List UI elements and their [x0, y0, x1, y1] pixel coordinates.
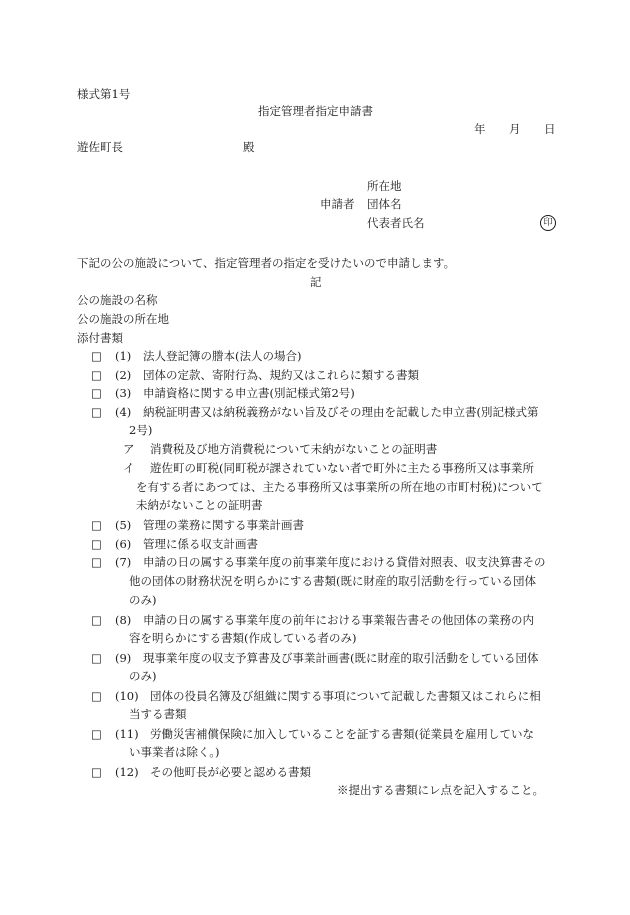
attachment-checkbox[interactable]: □ [91, 386, 102, 400]
page-title: 指定管理者指定申請書 [258, 104, 373, 118]
attachment-checkbox[interactable]: □ [91, 405, 102, 419]
intro-text: 下記の公の施設について、指定管理者の指定を受けたいので申請します。 [77, 256, 456, 270]
item-text: 団体の役員名簿及び組織に関する事項について記載した書類又はこれらに相 [150, 689, 541, 703]
item-text-continued: 他の団体の財務状況を明らかにする書類(既に財産的取引活動を行っている団体 [129, 574, 536, 588]
item-text-continued: のみ) [129, 669, 157, 683]
item-number: (5) [115, 518, 132, 532]
attachment-checkbox[interactable]: □ [91, 349, 102, 363]
item-number: (7) [115, 555, 132, 569]
form-number: 様式第1号 [77, 87, 131, 101]
addressee-name: 遊佐町長 [77, 140, 123, 154]
item-number: (11) [115, 727, 139, 741]
sub-item-mark: イ [123, 461, 135, 475]
sub-item-text: 消費税及び地方消費税について未納がないことの証明書 [150, 442, 438, 456]
addressee-honorific: 殿 [243, 140, 255, 154]
attachment-checkbox[interactable]: □ [91, 368, 102, 382]
sub-item-text-continued: を有する者にあつては、主たる事務所又は事業所の所在地の市町村税)について [136, 480, 543, 494]
attachment-checkbox[interactable]: □ [91, 727, 102, 741]
item-text: 申請の日の属する事業年度の前年における事業報告書その他団体の業務の内 [143, 613, 534, 627]
item-number: (2) [115, 368, 132, 382]
attachment-checkbox[interactable]: □ [91, 765, 102, 779]
attachment-checkbox[interactable]: □ [91, 537, 102, 551]
item-text: 現事業年度の収支予算書及び事業計画書(既に財産的取引活動をしている団体 [143, 651, 539, 665]
date-day: 日 [544, 122, 556, 136]
item-text: 団体の定款、寄附行為、規約又はこれらに類する書類 [143, 368, 419, 382]
attachment-checkbox[interactable]: □ [91, 651, 102, 665]
item-text-continued: のみ) [129, 593, 157, 607]
facility-location-label: 公の施設の所在地 [77, 312, 169, 326]
item-number: (9) [115, 651, 132, 665]
attachment-checkbox[interactable]: □ [91, 555, 102, 569]
item-number: (6) [115, 537, 132, 551]
item-number: (4) [115, 405, 132, 419]
item-text-continued: 容を明らかにする書類(作成している者のみ) [129, 631, 357, 645]
item-number: (3) [115, 386, 132, 400]
item-text: 法人登記簿の謄本(法人の場合) [143, 349, 302, 363]
attachment-checkbox[interactable]: □ [91, 613, 102, 627]
item-text: 管理の業務に関する事業計画書 [143, 518, 304, 532]
attachments-heading: 添付書類 [77, 331, 123, 345]
seal-mark: 印 [540, 215, 556, 231]
attachment-checkbox[interactable]: □ [91, 689, 102, 703]
item-number: (8) [115, 613, 132, 627]
item-text: 申請資格に関する申立書(別記様式第2号) [143, 386, 355, 400]
applicant-label: 申請者 [320, 197, 355, 211]
item-text: 申請の日の属する事業年度の前事業年度における貸借対照表、収支決算書その [143, 555, 546, 569]
applicant-representative-label: 代表者氏名 [367, 216, 425, 230]
footnote: ※提出する書類にレ点を記入すること。 [337, 783, 544, 797]
item-text-continued: い事業者は除く。) [129, 745, 220, 759]
item-number: (10) [115, 689, 139, 703]
sub-item-mark: ア [123, 442, 135, 456]
item-text: 労働災害補償保険に加入していることを証する書類(従業員を雇用していな [150, 727, 534, 741]
sub-item-text-continued: 未納がないことの証明書 [136, 498, 263, 512]
item-text-continued: 2号) [129, 423, 153, 437]
item-number: (1) [115, 349, 132, 363]
item-text: その他町長が必要と認める書類 [150, 765, 311, 779]
item-text: 納税証明書又は納税義務がない旨及びその理由を記載した申立書(別記様式第 [143, 405, 539, 419]
facility-name-label: 公の施設の名称 [77, 293, 158, 307]
attachment-checkbox[interactable]: □ [91, 518, 102, 532]
item-text-continued: 当する書類 [129, 707, 187, 721]
applicant-address-label: 所在地 [367, 179, 402, 193]
date-month: 月 [509, 122, 521, 136]
item-text: 管理に係る収支計画書 [143, 537, 258, 551]
ki-label: 記 [310, 275, 322, 289]
date-year: 年 [474, 122, 486, 136]
sub-item-text: 遊佐町の町税(同町税が課されていない者で町外に主たる事務所又は事業所 [150, 461, 534, 475]
applicant-organization-label: 団体名 [367, 197, 402, 211]
item-number: (12) [115, 765, 139, 779]
